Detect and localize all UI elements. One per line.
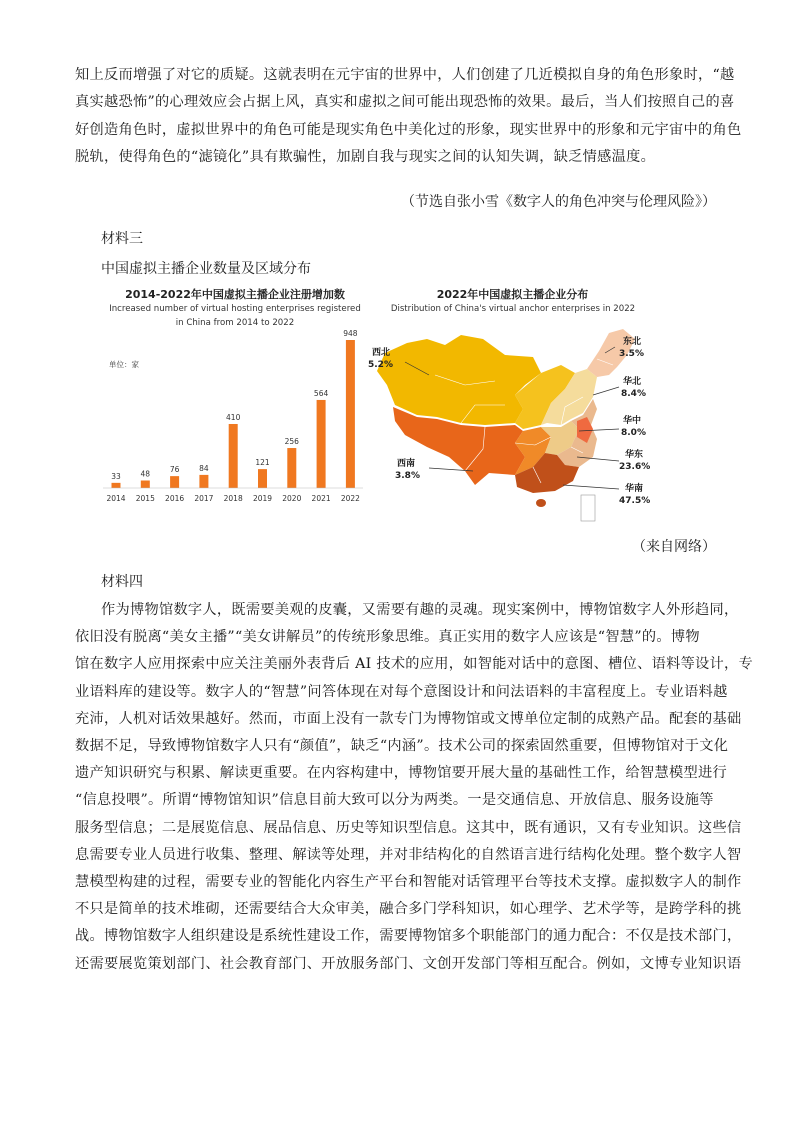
- value-east: 23.6%: [619, 462, 651, 472]
- value-central: 8.0%: [621, 428, 646, 438]
- text-line: 知上反而增强了对它的质疑。这就表明在元宇宙的世界中，人们创建了几近模拟自身的角色形象时，“越: [75, 67, 735, 83]
- label-south: 华南: [625, 484, 644, 494]
- material-3-title: 中国虚拟主播企业数量及区域分布: [101, 261, 311, 277]
- text-line: 脱轨，使得角色的“滤镜化”具有欺骗性，加剧自我与现实之间的认知失调，缺乏情感温度。: [75, 148, 656, 165]
- x-tick-label: 2016: [165, 494, 185, 503]
- bar-chart-subtitle-line: Increased number of virtual hosting enterprises registered: [109, 304, 361, 314]
- paragraph-material-4: [75, 597, 754, 978]
- label-northeast: 东北: [623, 337, 642, 347]
- text-line: 息需要专业人员进行收集、整理、解读等处理，并对非结构化的自然语言进行结构化处理。整个数字人智: [75, 846, 742, 863]
- material-3-label: 材料三: [101, 231, 143, 247]
- bar-2015: [141, 481, 150, 488]
- x-tick-label: 2022: [340, 494, 360, 503]
- bar-2016: [170, 476, 179, 488]
- value-northeast: 3.5%: [619, 349, 644, 359]
- bar-value-label: 564: [313, 388, 329, 398]
- x-tick-label: 2019: [252, 494, 273, 503]
- text-line: 不只是简单的技术堆砌，还需要结合大众审美，融合多门学科知识，如心理学、艺术学等，是跨学科的挑: [75, 901, 742, 918]
- value-north: 8.4%: [621, 389, 646, 399]
- label-east: 华东: [625, 450, 644, 460]
- bar-chart-subtitle: [95, 302, 375, 330]
- text-line: 慧模型构建的过程，需要专业的智能化内容生产平台和智能对话管理平台等技术支撑。虚拟数字人的制作: [75, 874, 742, 891]
- map-chart-subtitle: Distribution of China's virtual anchor enterprises in 2022: [390, 304, 636, 314]
- unit-label: 单位：家: [109, 360, 139, 369]
- text-line: 好创造角色时，虚拟世界中的角色可能是现实角色中美化过的形象，现实世界中的形象和元宇宙中的角色: [75, 121, 742, 138]
- bar-2019: [258, 469, 267, 488]
- source-citation: （节选自张小雪《数字人的角色冲突与伦理风险》）: [401, 194, 716, 210]
- bar-value-label: 76: [169, 465, 180, 475]
- value-northwest: 5.2%: [368, 360, 393, 370]
- china-region-map: [365, 325, 655, 525]
- x-tick-label: 2017: [194, 494, 214, 503]
- bar-2017: [199, 475, 208, 488]
- material-4-label: 材料四: [101, 574, 143, 590]
- bar-2014: [112, 483, 121, 488]
- bar-value-label: 410: [226, 412, 241, 422]
- bar-value-label: 33: [111, 471, 121, 481]
- text-line: 遗产知识研究与积累、解读更重要。在内容构建中，博物馆要开展大量的基础性工作，给智慧模型进行: [75, 765, 727, 782]
- bar-value-label: 84: [199, 463, 209, 473]
- text-line: 业语料库的建设等。数字人的“智慧”问答体现在对每个意图设计和问法语料的丰富程度上。专业语料越: [75, 683, 728, 700]
- label-northwest: 西北: [372, 348, 391, 358]
- value-south: 47.5%: [619, 496, 651, 506]
- text-line: 数据不足，导致博物馆数字人只有“颜值”，缺乏“内涵”。技术公司的探索固然重要，但博物馆对于文化: [75, 738, 729, 755]
- x-tick-label: 2014: [106, 494, 126, 503]
- text-line: 真实越恐怖”的心理效应会占据上风，真实和虚拟之间可能出现恐怖的效果。最后，当人们按照自己的喜: [75, 94, 735, 111]
- label-southwest: 西南: [397, 459, 416, 469]
- bar-value-label: 256: [284, 437, 299, 447]
- x-tick-label: 2015: [135, 494, 155, 503]
- bar-chart-subtitle-line: in China from 2014 to 2022: [175, 318, 295, 328]
- text-line: 战。博物馆数字人组织建设是系统性建设工作，需要博物馆多个职能部门的通力配合：不仅是技术部门，: [75, 928, 742, 945]
- label-north: 华北: [623, 377, 642, 387]
- map-region-hainan: [536, 499, 546, 507]
- text-line: “信息投喂”。所谓“博物馆知识”信息目前大致可以分为两类。一是交通信息、开放信息、服务设施等: [75, 792, 714, 809]
- bar-chart: [95, 330, 370, 515]
- bar-chart-title: 2014-2022年中国虚拟主播企业注册增加数: [125, 288, 345, 301]
- source-citation-2: （来自网络）: [632, 539, 716, 555]
- label-central: 华中: [623, 416, 642, 426]
- map-chart-title: 2022年中国虚拟主播企业分布: [436, 288, 589, 301]
- bar-value-label: 121: [255, 458, 270, 468]
- x-tick-label: 2021: [311, 494, 331, 503]
- text-line: 依旧没有脱离“美女主播”“美女讲解员”的传统形象思维。真正实用的数字人应该是“智慧”的。博物: [75, 629, 700, 646]
- x-tick-label: 2018: [223, 494, 243, 503]
- bar-value-label: 48: [140, 469, 151, 479]
- x-tick-label: 2020: [282, 494, 302, 503]
- value-southwest: 3.8%: [395, 471, 420, 481]
- text-line: 充沛，人机对话效果越好。然而，市面上没有一款专门为博物馆或文博单位定制的成熟产品。配套的基础: [75, 710, 742, 727]
- paragraph-1: [75, 62, 742, 171]
- bar-2020: [287, 448, 296, 488]
- text-line: 作为博物馆数字人，既需要美观的皮囊，又需要有趣的灵魂。现实案例中，博物馆数字人外形趋同，: [101, 602, 739, 618]
- sea-inset-box: [581, 495, 595, 521]
- text-line: 服务型信息；二是展览信息、展品信息、历史等知识型信息。这其中，既有通识，又有专业知识。这些信: [75, 819, 742, 836]
- bar-2018: [229, 424, 238, 488]
- text-line: 还需要展览策划部门、社会教育部门、开放服务部门、文创开发部门等相互配合。例如，文博专业知识语: [75, 955, 742, 972]
- bar-2021: [317, 400, 326, 488]
- text-line: 馆在数字人应用探索中应关注美丽外表背后 AI 技术的应用，如智能对话中的意图、槽位、语料等设计，专: [75, 656, 754, 673]
- bar-value-label: 948: [343, 330, 358, 338]
- bar-2022: [346, 340, 355, 488]
